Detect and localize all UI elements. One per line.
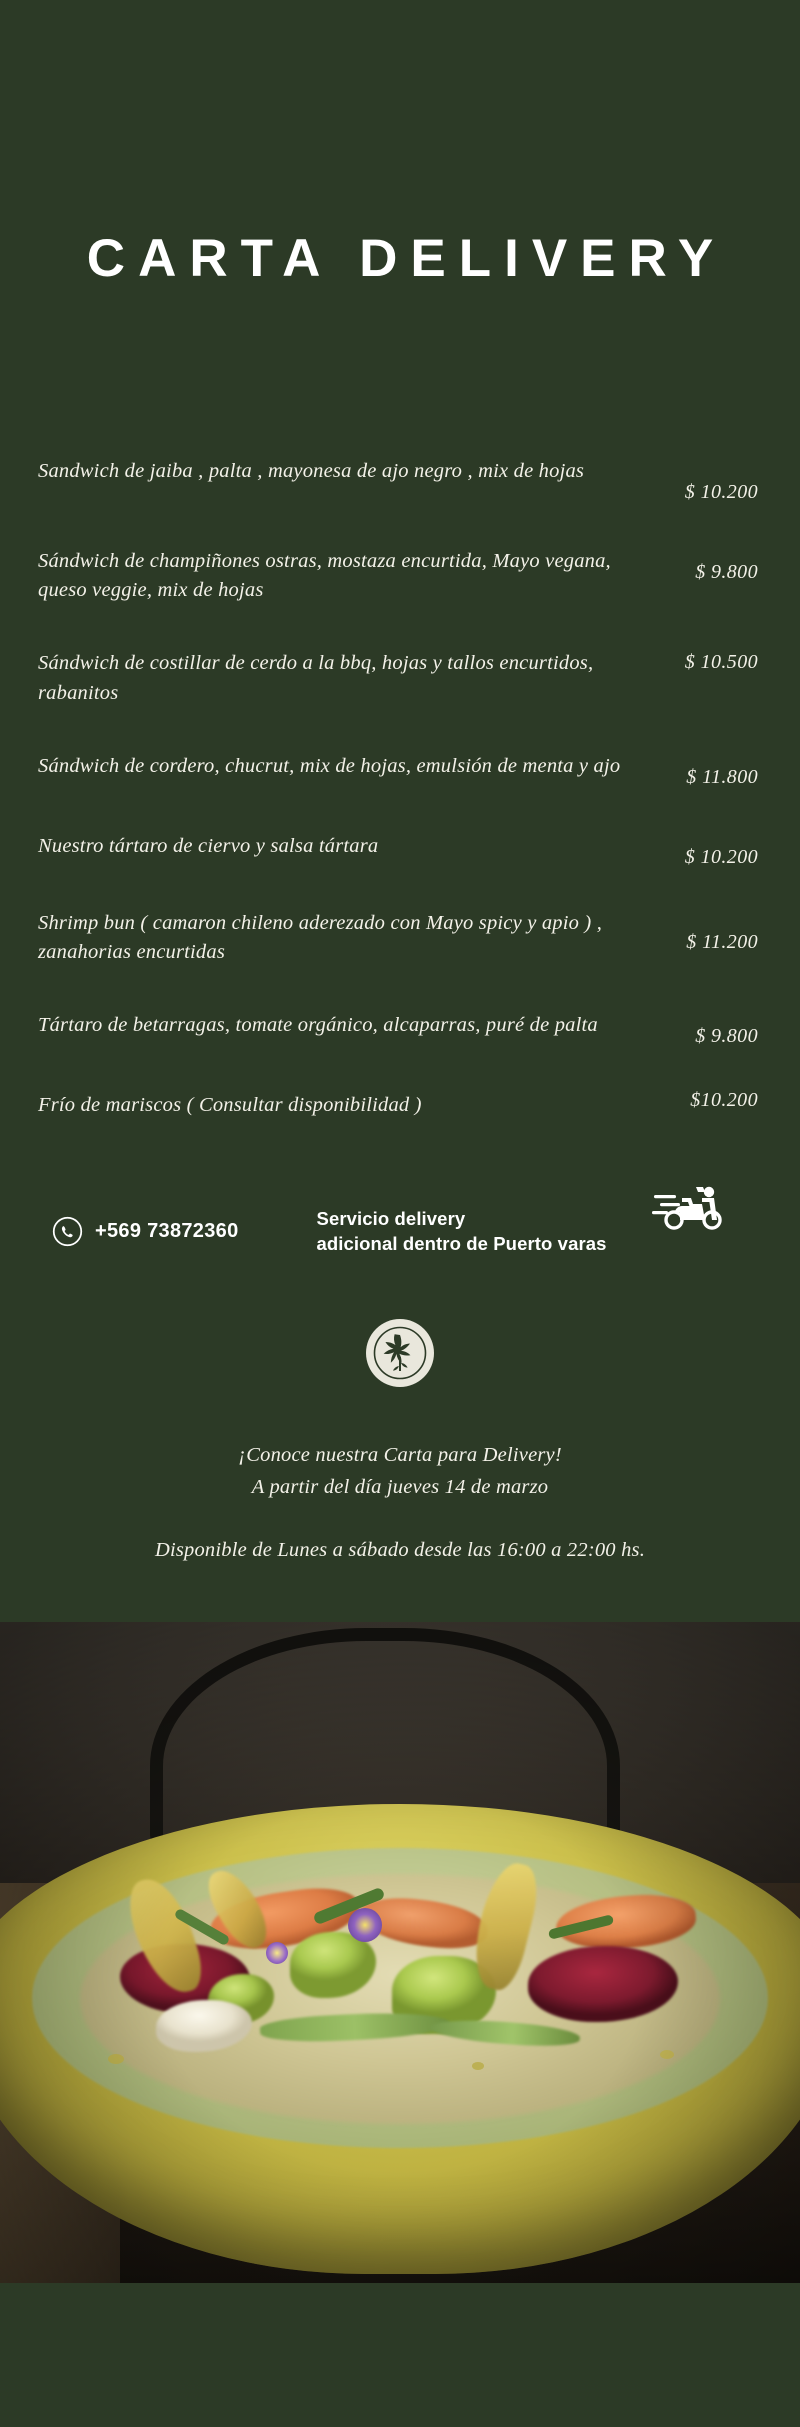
photo-plate [0, 1804, 800, 2274]
note-line-3: Disponible de Lunes a sábado desde las 16:00 a 22:00 hs. [154, 1539, 646, 1562]
delivery-scooter-icon [652, 1179, 738, 1235]
menu-item-price: $ 10.200 [684, 845, 758, 868]
menu-item-name: Nuestro tártaro de ciervo y salsa tártara [38, 834, 379, 857]
menu-item-name: Frío de mariscos ( Consultar disponibilidad ) [38, 1093, 422, 1116]
menu-item-row [38, 909, 758, 968]
menu-item-name: Shrimp bun ( camaron chileno aderezado con Mayo spicy y apio ) , zanahorias encurtidas [38, 911, 603, 964]
note-line-1: ¡Conoce nuestra Carta para Delivery! [238, 1443, 562, 1466]
menu-item-price: $ 9.800 [695, 560, 758, 583]
note-line-2: A partir del día jueves 14 de marzo [251, 1476, 549, 1499]
menu-item-row [38, 457, 758, 504]
phone-number: +569 73872360 [95, 1220, 239, 1243]
photo-edible-flower [266, 1942, 288, 1964]
photo-edible-flower [348, 1908, 382, 1942]
whatsapp-contact[interactable] [52, 1216, 239, 1247]
plated-dish-photo [0, 1622, 800, 2283]
menu-item-name: Sándwich de champiñones ostras, mostaza encurtida, Mayo vegana, queso veggie, mix de hojas [38, 549, 611, 602]
menu-list [0, 457, 800, 1121]
delivery-notice [317, 1207, 771, 1257]
menu-item-row [38, 547, 758, 606]
menu-item-name: Sándwich de costillar de cerdo a la bbq, hojas y tallos encurtidos, rabanitos [38, 652, 594, 704]
menu-item-price: $ 11.200 [686, 930, 758, 953]
menu-item-name: Sándwich de cordero, chucrut, mix de hojas, emulsión de menta y ajo [38, 754, 621, 777]
menu-item-price: $ 9.800 [695, 1024, 758, 1047]
photo-oil-drop [108, 2054, 124, 2064]
menu-item-price: $10.200 [690, 1088, 758, 1111]
restaurant-logo-icon [366, 1319, 434, 1387]
delivery-text-line-1: Servicio delivery [316, 1207, 466, 1229]
footer-notes [0, 1439, 800, 1567]
logo-container [0, 1319, 800, 1387]
menu-item-price: $ 10.500 [684, 651, 758, 674]
whatsapp-icon [52, 1216, 83, 1247]
menu-item-row [38, 1088, 758, 1121]
menu-item-row [38, 832, 758, 869]
menu-item-row [38, 649, 758, 708]
menu-item-price: $ 11.800 [686, 765, 758, 788]
delivery-text-line-2: adicional dentro de Puerto varas [316, 1232, 607, 1254]
photo-oil-drop [660, 2050, 674, 2059]
page-title: CARTA DELIVERY [86, 228, 727, 288]
menu-item-name: Tártaro de betarragas, tomate orgánico, alcaparras, puré de palta [38, 1013, 598, 1036]
contact-delivery-band [0, 1207, 800, 1257]
photo-oil-drop [472, 2062, 484, 2070]
menu-item-price: $ 10.200 [684, 480, 758, 503]
menu-item-row [38, 1011, 758, 1048]
menu-item-name: Sandwich de jaiba , palta , mayonesa de ajo negro , mix de hojas [38, 459, 585, 482]
page-title-container [0, 0, 800, 322]
menu-item-row [38, 752, 758, 789]
